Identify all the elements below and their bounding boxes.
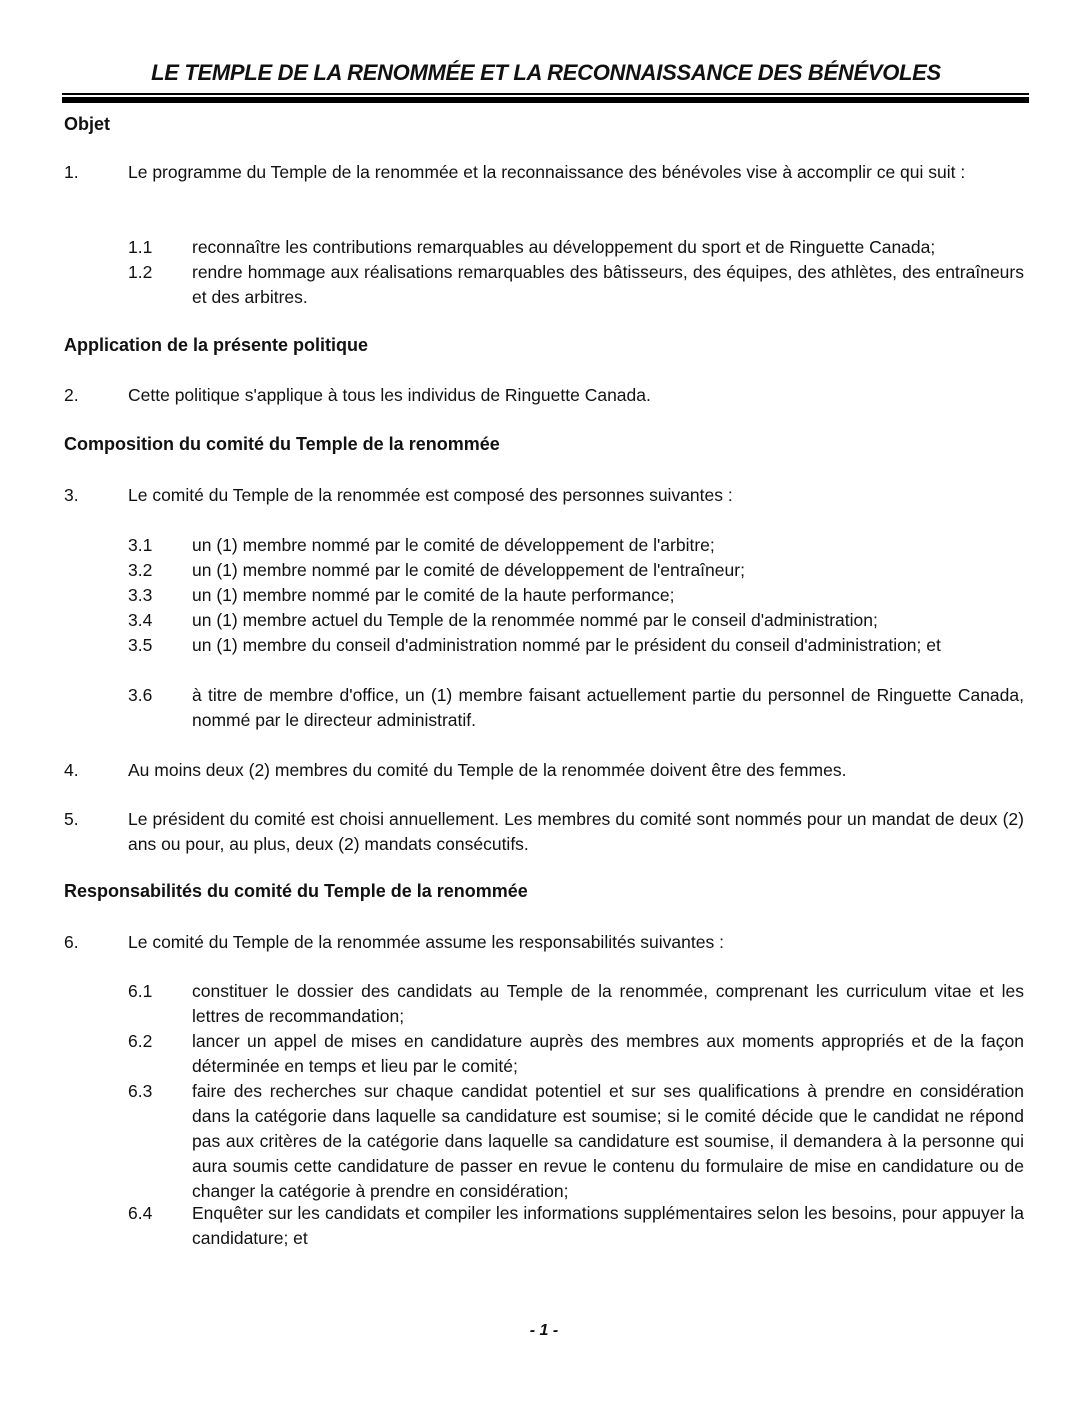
- item-text: Le président du comité est choisi annuellement. Les membres du comité sont nommés pour un mandat de deux (2) ans ou pour, au plus, deux (2) mandats consécutifs.: [128, 809, 1024, 854]
- subitem-text: rendre hommage aux réalisations remarquables des bâtisseurs, des équipes, des athlètes, des entraîneurs et des arbitres.: [192, 262, 1024, 307]
- subitem-text: reconnaître les contributions remarquables au développement du sport et de Ringuette Canada;: [192, 237, 936, 257]
- item-number: 5.: [64, 809, 79, 829]
- subitem-number: 3.3: [128, 585, 153, 605]
- title-rule-thin: [62, 93, 1029, 95]
- subitem-number: 3.1: [128, 535, 153, 555]
- section-heading-objet: Objet: [64, 114, 111, 134]
- subitem-number: 6.2: [128, 1031, 153, 1051]
- subitem-text: Enquêter sur les candidats et compiler les informations supplémentaires selon les besoins, pour appuyer la candidature; et: [192, 1203, 1024, 1248]
- subitem-text: faire des recherches sur chaque candidat potentiel et sur ses qualifications à prendre en considération dans la catégorie dans laquelle sa candidature est soumise; si le comité décide que le candidat ne répond pas aux critères de la catégorie dans laquelle sa candidature est soumise, il demandera à la personne qui aura soumis cette candidature de passer en revue le contenu du formulaire de mise en candidature ou de changer la catégorie à prendre en considération;: [192, 1081, 1024, 1201]
- page-number: - 1 -: [529, 1322, 559, 1339]
- section-heading-application: Application de la présente politique: [64, 335, 369, 355]
- item-text: Cette politique s'applique à tous les individus de Ringuette Canada.: [128, 385, 651, 405]
- item-number: 2.: [64, 385, 79, 405]
- subitem-number: 3.2: [128, 560, 153, 580]
- subitem-text: un (1) membre du conseil d'administration nommé par le président du conseil d'administration; et: [192, 635, 941, 655]
- document-title: LE TEMPLE DE LA RENOMMÉE ET LA RECONNAISSANCE DES BÉNÉVOLES: [151, 60, 941, 85]
- subitem-number: 1.2: [128, 262, 153, 282]
- subitem-text: lancer un appel de mises en candidature auprès des membres aux moments appropriés et de la façon déterminée en temps et lieu par le comité;: [192, 1031, 1024, 1076]
- item-number: 4.: [64, 760, 79, 780]
- subitem-text: un (1) membre nommé par le comité de développement de l'arbitre;: [192, 535, 715, 555]
- subitem-text: un (1) membre nommé par le comité de la haute performance;: [192, 585, 675, 605]
- subitem-number: 3.6: [128, 685, 153, 705]
- item-number: 3.: [64, 485, 79, 505]
- subitem-number: 6.3: [128, 1081, 153, 1101]
- item-text: Au moins deux (2) membres du comité du Temple de la renommée doivent être des femmes.: [128, 760, 847, 780]
- subitem-text: un (1) membre nommé par le comité de développement de l'entraîneur;: [192, 560, 745, 580]
- subitem-number: 6.1: [128, 981, 153, 1001]
- title-rule-thick: [62, 97, 1029, 103]
- subitem-text: à titre de membre d'office, un (1) membre faisant actuellement partie du personnel de Ringuette Canada, nommé par le directeur administratif.: [192, 685, 1024, 730]
- subitem-text: constituer le dossier des candidats au Temple de la renommée, comprenant les curriculum vitae et les lettres de recommandation;: [192, 981, 1024, 1026]
- subitem-number: 3.5: [128, 635, 153, 655]
- subitem-number: 6.4: [128, 1203, 153, 1223]
- section-heading-responsabilites: Responsabilités du comité du Temple de la renommée: [64, 881, 528, 901]
- item-number: 1.: [64, 162, 79, 182]
- section-heading-composition: Composition du comité du Temple de la renommée: [64, 434, 500, 454]
- subitem-number: 3.4: [128, 610, 153, 630]
- item-text: Le programme du Temple de la renommée et la reconnaissance des bénévoles vise à accomplir ce qui suit :: [128, 162, 966, 182]
- item-text: Le comité du Temple de la renommée assume les responsabilités suivantes :: [128, 932, 724, 952]
- item-number: 6.: [64, 932, 79, 952]
- item-text: Le comité du Temple de la renommée est composé des personnes suivantes :: [128, 485, 733, 505]
- subitem-text: un (1) membre actuel du Temple de la renommée nommé par le conseil d'administration;: [192, 610, 878, 630]
- subitem-number: 1.1: [128, 237, 153, 257]
